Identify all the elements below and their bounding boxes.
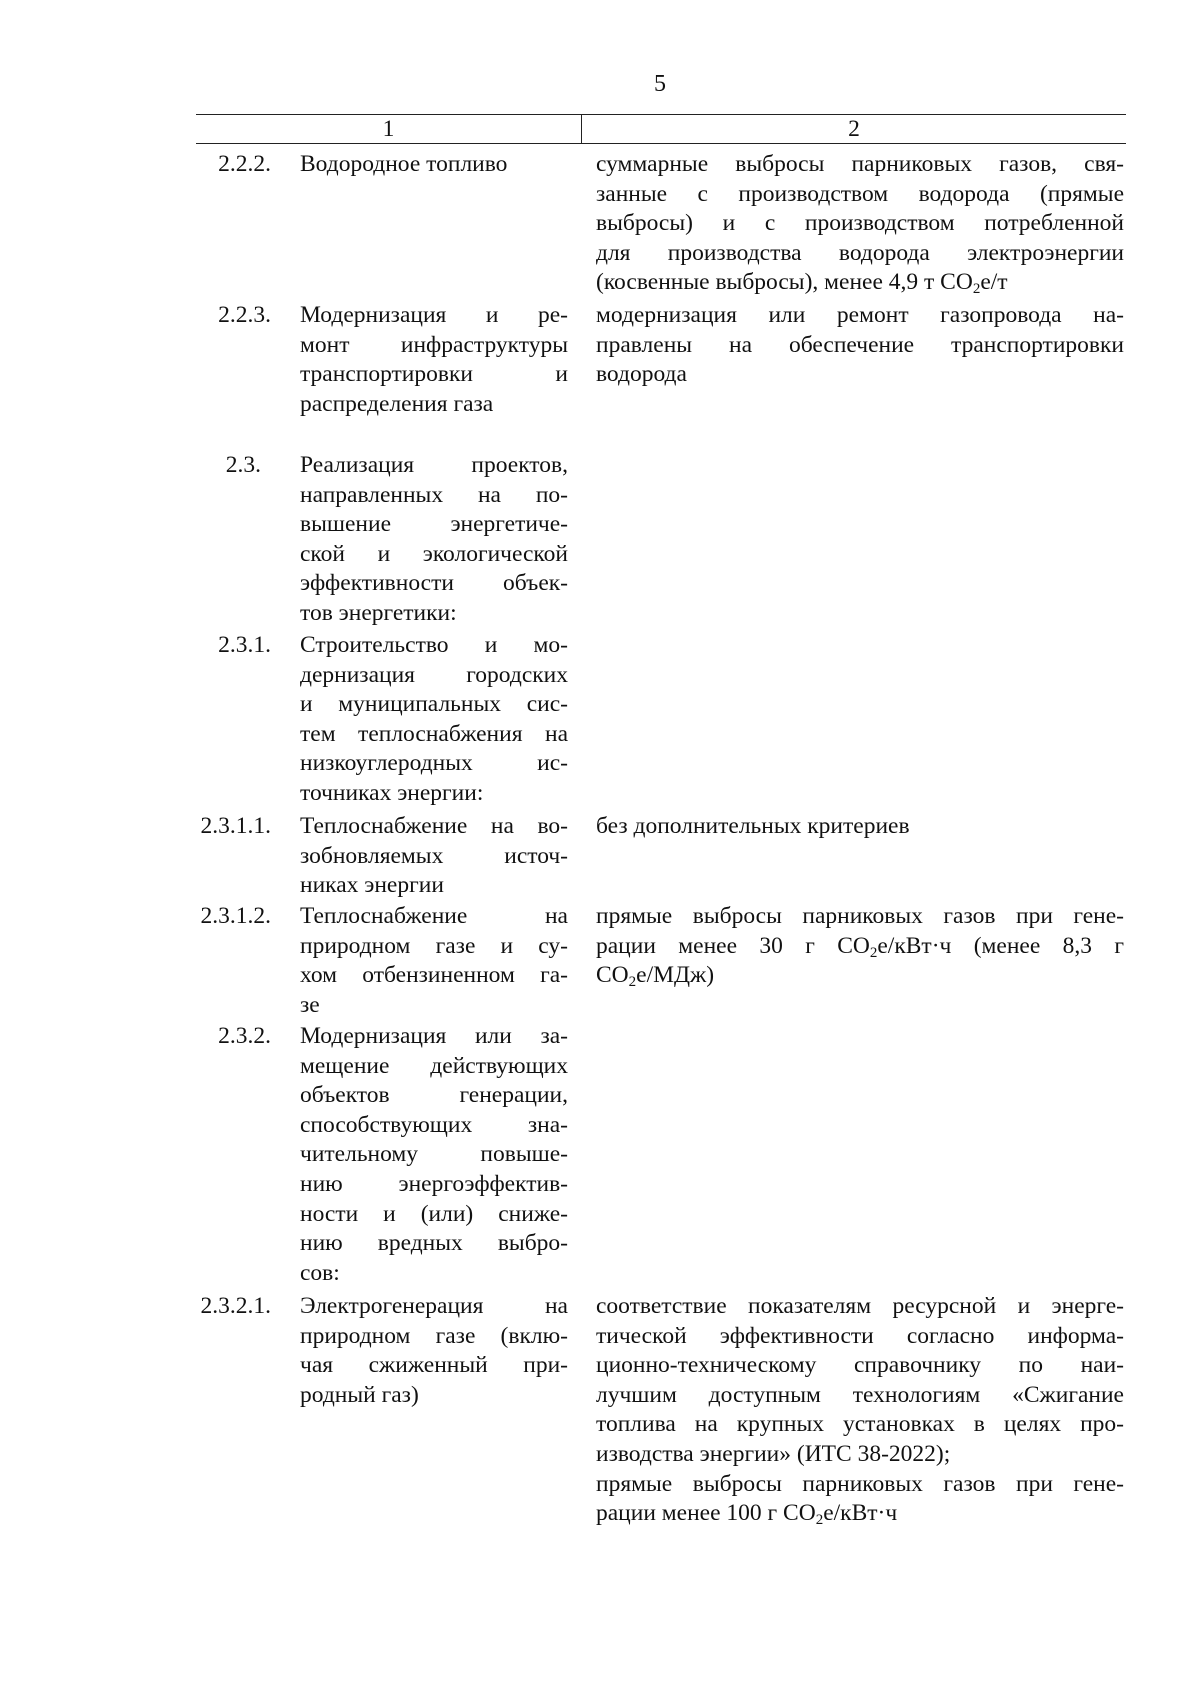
formula-subscript: 2 <box>869 944 878 961</box>
row-name <box>300 1022 568 1288</box>
row-name-line: монт инфраструктуры <box>300 331 568 358</box>
table-header-col2: 2 <box>848 116 860 142</box>
row-criteria-line: модернизация или ремонт газопровода на- <box>596 302 1124 328</box>
row-name-line: распределения газа <box>300 390 494 417</box>
row-number: 2.3.2. <box>218 1023 271 1049</box>
row-name <box>300 812 568 901</box>
row-name-line: объектов генерации, <box>300 1082 568 1109</box>
row-name-line: вышение энергетиче- <box>300 511 568 538</box>
row-name <box>300 150 568 180</box>
row-name-line: зе <box>300 991 320 1018</box>
row-criteria <box>596 301 1124 390</box>
row-name-line: Реализация проектов, <box>300 452 568 478</box>
row-name-line: транспортировки и <box>300 361 568 388</box>
row-criteria-line: лучшим доступным технологиям «Сжигание <box>596 1381 1124 1408</box>
row-name-line: точниках энергии: <box>300 779 484 806</box>
row-number: 2.3. <box>225 452 261 478</box>
row-name-line: Теплоснабжение на во- <box>300 813 568 839</box>
row-name-line: тем теплоснабжения на <box>300 720 568 747</box>
row-number: 2.3.2.1. <box>200 1293 271 1319</box>
row-name-line: Модернизация и ре- <box>300 302 568 328</box>
row-criteria-line: прямые выбросы парниковых газов при гене- <box>596 903 1124 929</box>
row-criteria-line-formula <box>596 932 1124 962</box>
row-name-line: природном газе (вклю- <box>300 1322 568 1349</box>
row-criteria-line-formula <box>596 268 1124 298</box>
row-name-line: эффективности объек- <box>300 570 568 597</box>
formula-text: рации менее 30 г CO <box>596 932 870 959</box>
formula-text: е/кВт·ч (менее 8,3 г <box>877 932 1124 959</box>
row-criteria-line-formula <box>596 961 1124 991</box>
row-criteria-line: водорода <box>596 361 687 388</box>
row-criteria-line-formula <box>596 1499 1124 1529</box>
row-name-line: зобновляемых источ- <box>300 842 568 869</box>
formula-subscript: 2 <box>815 1512 824 1529</box>
row-name-line: чая сжиженный при- <box>300 1352 568 1379</box>
row-criteria-line: суммарные выбросы парниковых газов, свя- <box>596 151 1124 177</box>
row-criteria-line: занные с производством водорода (прямые <box>596 180 1124 207</box>
row-criteria-line: соответствие показателям ресурсной и энерге- <box>596 1293 1124 1319</box>
row-name-line: Строительство и мо- <box>300 632 568 658</box>
row-name <box>300 902 568 1020</box>
row-criteria-line: правлены на обеспечение транспортировки <box>596 331 1124 358</box>
row-name-line: хом отбензиненном га- <box>300 962 568 989</box>
row-name-line: нию энергоэффектив- <box>300 1170 568 1197</box>
row-number: 2.2.3. <box>218 302 271 328</box>
row-name-line: Водородное топливо <box>300 151 508 177</box>
row-criteria <box>596 902 1124 991</box>
row-criteria-line: тической эффективности согласно информа- <box>596 1322 1124 1349</box>
row-name-line: дернизация городских <box>300 661 568 688</box>
row-name-line: никах энергии <box>300 872 444 899</box>
row-name-line: и муниципальных сис- <box>300 691 568 718</box>
row-name-line: сов: <box>300 1259 340 1286</box>
row-number: 2.3.1. <box>218 632 271 658</box>
formula-text: (косвенные выбросы), менее 4,9 т CO <box>596 269 973 296</box>
page-number: 5 <box>654 71 666 97</box>
row-name-line: Теплоснабжение на <box>300 903 568 929</box>
formula-text: e/т <box>980 269 1008 296</box>
row-criteria-line: изводства энергии» (ИТС 38-2022); <box>596 1440 951 1467</box>
row-name-line: Модернизация или за- <box>300 1023 568 1049</box>
row-name <box>300 1292 568 1410</box>
row-name <box>300 631 568 809</box>
row-name-line: мещение действующих <box>300 1052 568 1079</box>
formula-text: CO <box>596 962 629 989</box>
row-name-line: низкоуглеродных ис- <box>300 750 568 777</box>
row-criteria-line: без дополнительных критериев <box>596 813 910 839</box>
table-header-rule <box>196 143 1126 144</box>
row-name-line: природном газе и су- <box>300 932 568 959</box>
row-number: 2.3.1.1. <box>200 813 271 839</box>
row-name-line: направленных на по- <box>300 481 568 508</box>
row-name-line: Электрогенерация на <box>300 1293 568 1319</box>
row-criteria-line: топлива на крупных установках в целях про- <box>596 1411 1124 1438</box>
formula-text: е/МДж) <box>636 962 715 989</box>
row-name-line: способствующих зна- <box>300 1111 568 1138</box>
row-name-line: ской и экологической <box>300 540 568 567</box>
row-criteria-line: для производства водорода электроэнергии <box>596 239 1124 266</box>
row-name <box>300 451 568 629</box>
row-criteria <box>596 812 1124 842</box>
formula-text: рации менее 100 г CO <box>596 1500 816 1527</box>
row-name-line: нию вредных выбро- <box>300 1230 568 1257</box>
row-name-line: чительному повыше- <box>300 1141 568 1168</box>
row-name-line: тов энергетики: <box>300 599 457 626</box>
row-criteria <box>596 1292 1124 1529</box>
row-criteria <box>596 150 1124 298</box>
row-criteria-line: прямые выбросы парниковых газов при гене- <box>596 1470 1124 1497</box>
row-criteria-line: ционно-техническому справочнику по наи- <box>596 1352 1124 1379</box>
formula-text: е/кВт·ч <box>823 1500 898 1527</box>
row-number: 2.2.2. <box>218 151 271 177</box>
row-name-line: ности и (или) сниже- <box>300 1200 568 1227</box>
row-number: 2.3.1.2. <box>200 903 271 929</box>
row-criteria-line: выбросы) и с производством потребленной <box>596 210 1124 237</box>
formula-subscript: 2 <box>628 974 637 991</box>
row-name <box>300 301 568 419</box>
row-name-line: родный газ) <box>300 1381 419 1408</box>
formula-subscript: 2 <box>972 281 981 298</box>
table-header-col1: 1 <box>382 116 395 142</box>
